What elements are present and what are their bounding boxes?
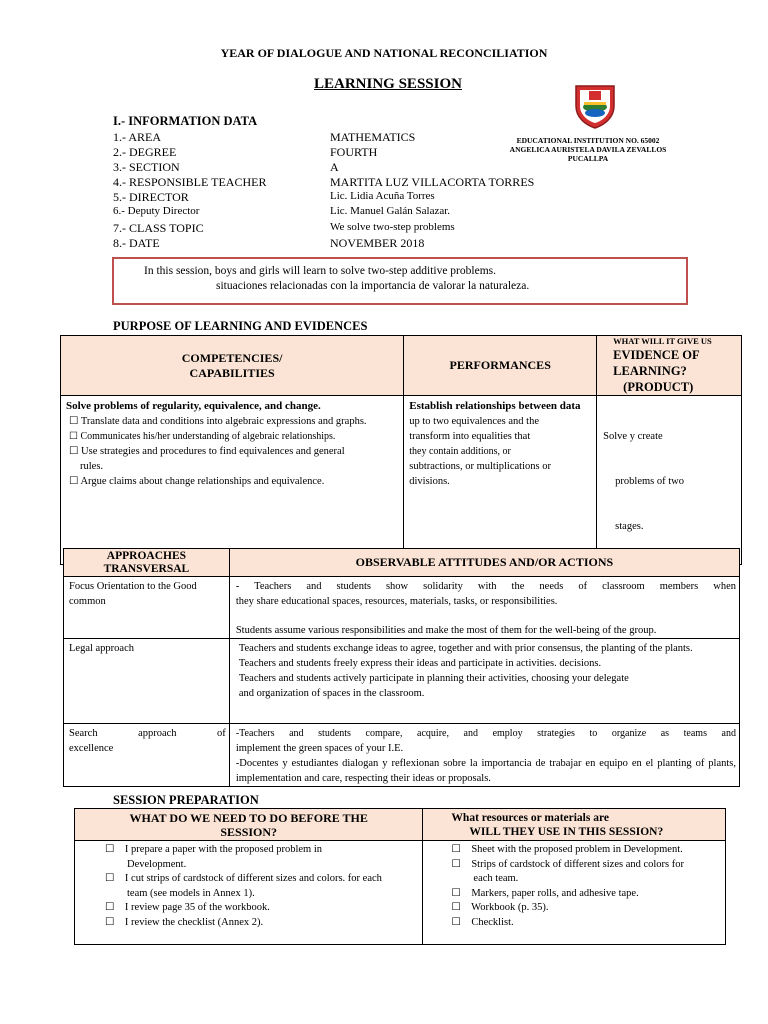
- preparation-table: [74, 808, 726, 945]
- purpose-table: [60, 335, 742, 565]
- info-row: [113, 130, 673, 145]
- header-text: COMPETENCIES/: [181, 350, 283, 365]
- todo-item: [103, 872, 382, 901]
- info-label: 4.- RESPONSIBLE TEACHER: [113, 175, 267, 189]
- todo-text: I review the checklist (Annex 2).: [124, 916, 264, 928]
- header-text: CAPABILITIES: [189, 365, 275, 380]
- year-title: YEAR OF DIALOGUE AND NATIONAL RECONCILIATION: [220, 46, 548, 60]
- header-text: TRANSVERSAL: [103, 562, 190, 575]
- material-item: [449, 858, 685, 887]
- attitudes-cell: [229, 724, 739, 787]
- preparation-header-row: [75, 809, 726, 841]
- capability-text: Use strategies and procedures to find equivalences and general rules.: [80, 446, 345, 472]
- approaches-header: [64, 549, 230, 577]
- purpose-body-row: [61, 396, 742, 565]
- capability-text: Argue claims about change relationships and equivalence.: [80, 476, 325, 487]
- capability-item: [66, 444, 399, 474]
- info-label: 2.- DEGREE: [113, 145, 177, 159]
- approach-name-cell: [64, 724, 230, 787]
- material-item: [449, 887, 685, 902]
- todo-text: I review page 35 of the workbook.: [124, 902, 270, 913]
- evidence-line: problems of two: [615, 476, 684, 487]
- checkbox-icon: ☐: [105, 844, 115, 855]
- session-summary-box: [112, 257, 688, 305]
- info-label: 3.- SECTION: [113, 160, 180, 174]
- institution-city: PUCALLPA: [567, 154, 609, 163]
- performance-line: transform into equalities that: [409, 431, 531, 442]
- performances-header: PERFORMANCES: [404, 336, 597, 396]
- checkbox-icon: ☐: [69, 446, 79, 457]
- info-value: Lic. Manuel Galán Salazar.: [330, 205, 451, 217]
- attitudes-header: OBSERVABLE ATTITUDES AND/OR ACTIONS: [229, 549, 739, 577]
- checkbox-icon: ☐: [105, 873, 115, 884]
- approach-row: [64, 577, 740, 639]
- attitude-text: Teachers and students exchange ideas to agree, together and with prior consensus, the planting of the plants.: [238, 643, 693, 654]
- summary-line: In this session, boys and girls will learn to solve two-step additive problems.: [144, 265, 496, 277]
- material-text: Strips of cardstock of different sizes and colors for each team.: [471, 858, 685, 884]
- todo-text: I cut strips of cardstock of different sizes and colors. for each team (see models in Annex 1).: [124, 873, 382, 899]
- checkbox-icon: ☐: [451, 902, 461, 913]
- todo-cell: [75, 841, 423, 945]
- info-row: [113, 221, 673, 236]
- checkbox-icon: ☐: [451, 858, 461, 870]
- institution-name: ANGELICA AURISTELA DAVILA ZEVALLOS: [509, 145, 667, 154]
- approach-name: Search approach of: [69, 728, 226, 739]
- info-row: [113, 236, 673, 251]
- materials-header: [423, 809, 726, 841]
- competency-title: Solve problems of regularity, equivalence, and change.: [66, 400, 321, 412]
- approach-name-cell: [64, 639, 230, 724]
- material-text: Sheet with the proposed problem in Development.: [471, 844, 683, 855]
- capability-item: [66, 474, 399, 489]
- approach-row: [64, 724, 740, 787]
- info-value: MARTITA LUZ VILLACORTA TORRES: [330, 175, 535, 189]
- attitudes-cell: [229, 577, 739, 639]
- checkbox-icon: ☐: [69, 416, 79, 427]
- school-crest-icon: [570, 80, 620, 130]
- header-text: SESSION?: [220, 824, 278, 839]
- info-row: [113, 160, 673, 175]
- purpose-header-row: [61, 336, 742, 396]
- material-item: [449, 843, 685, 858]
- competencies-cell: [61, 396, 404, 565]
- performance-line: divisions.: [409, 476, 450, 487]
- info-value: MATHEMATICS: [330, 130, 416, 144]
- approach-name: Legal approach: [69, 643, 135, 654]
- info-value: Lic. Lidia Acuña Torres: [330, 190, 435, 202]
- attitude-text: -Docentes y estudiantes dialogan y reflexionan sobre la importancia de trabajar en equipo en el planting of plants, implementation and care, respecting their ideas or proposals.: [235, 758, 736, 784]
- info-label: 6.- Deputy Director: [113, 205, 200, 217]
- approaches-header-row: [64, 549, 740, 577]
- material-item: [449, 916, 685, 931]
- evidence-line: stages.: [615, 521, 644, 532]
- header-text: WHAT DO WE NEED TO DO BEFORE THE: [129, 810, 368, 825]
- header-text: What resources or materials are: [451, 811, 609, 824]
- info-value: NOVEMBER 2018: [330, 236, 425, 250]
- capability-text: Communicates his/her understanding of algebraic relationships.: [80, 431, 336, 442]
- capability-text: Translate data and conditions into algebraic expressions and graphs.: [80, 416, 367, 427]
- attitude-text: -Teachers and students compare, acquire, and employ strategies to organize as teams and: [235, 728, 736, 739]
- info-row: [113, 190, 673, 205]
- session-title: LEARNING SESSION: [314, 76, 462, 92]
- material-text: Checklist.: [471, 916, 514, 928]
- header-text: LEARNING?: [613, 364, 687, 378]
- approaches-table: [63, 548, 740, 787]
- performance-line: subtractions, or multiplications or: [409, 461, 551, 472]
- checkbox-icon: ☐: [105, 902, 115, 913]
- approach-name: Focus Orientation to the Good: [69, 581, 197, 592]
- checkbox-icon: ☐: [451, 844, 461, 855]
- attitude-text: Students assume various responsibilities and make the most of them for the well-being of the group.: [235, 625, 657, 636]
- info-label: 5.- DIRECTOR: [113, 190, 189, 204]
- summary-line: situaciones relacionadas con la importancia de valorar la naturaleza.: [216, 280, 530, 292]
- approach-name-cell: [64, 577, 230, 639]
- institution-number: EDUCATIONAL INSTITUTION NO. 65002: [516, 136, 660, 145]
- material-item: [449, 901, 685, 916]
- capability-item: [66, 429, 399, 444]
- evidence-cell: [597, 396, 742, 565]
- header-text: WHAT WILL IT GIVE US: [613, 336, 712, 346]
- header-text: EVIDENCE OF: [613, 348, 700, 362]
- attitude-text: - Teachers and students show solidarity with the needs of classroom members when: [235, 581, 736, 592]
- performance-line: they contain additions, or: [409, 446, 511, 457]
- approach-row: [64, 639, 740, 724]
- info-label: 8.- DATE: [113, 236, 160, 250]
- attitude-text: implement the green spaces of your I.E.: [235, 743, 404, 754]
- material-text: Markers, paper rolls, and adhesive tape.: [471, 887, 639, 899]
- checkbox-icon: ☐: [69, 431, 78, 442]
- purpose-heading: PURPOSE OF LEARNING AND EVIDENCES: [113, 319, 368, 333]
- info-row: [113, 205, 673, 220]
- materials-cell: [423, 841, 726, 945]
- preparation-body-row: [75, 841, 726, 945]
- todo-item: [103, 901, 382, 916]
- approach-name: excellence: [69, 743, 114, 754]
- checkbox-icon: ☐: [451, 887, 461, 899]
- approach-name: common: [69, 596, 106, 607]
- checkbox-icon: ☐: [69, 476, 79, 487]
- todo-header: [75, 809, 423, 841]
- checkbox-icon: ☐: [451, 916, 461, 928]
- header-text: APPROACHES: [106, 549, 187, 562]
- performance-line: up to two equivalences and the: [409, 416, 539, 427]
- info-row: [113, 175, 673, 190]
- info-value: We solve two-step problems: [330, 221, 455, 233]
- information-heading: I.- INFORMATION DATA: [113, 114, 258, 128]
- capability-item: [66, 414, 399, 429]
- todo-item: [103, 916, 382, 931]
- attitude-text: Teachers and students actively participate in planning their activities, choosing your delegate and organization of spaces in the classroom.: [238, 673, 629, 699]
- todo-text: I prepare a paper with the proposed problem in Development.: [124, 844, 323, 870]
- info-value: A: [330, 160, 339, 174]
- preparation-heading: SESSION PREPARATION: [113, 793, 259, 807]
- attitudes-cell: [229, 639, 739, 724]
- header-text: WILL THEY USE IN THIS SESSION?: [469, 825, 664, 838]
- performance-title: Establish relationships between data: [409, 400, 581, 412]
- checkbox-icon: ☐: [105, 916, 115, 928]
- todo-item: [103, 843, 382, 872]
- attitude-text: Teachers and students freely express their ideas and participate in activities. decisions.: [238, 658, 602, 669]
- performances-cell: [404, 396, 597, 565]
- info-value: FOURTH: [330, 145, 378, 159]
- material-text: Workbook (p. 35).: [471, 902, 549, 913]
- header-text: (PRODUCT): [623, 380, 694, 394]
- info-label: 7.- CLASS TOPIC: [113, 221, 204, 235]
- competencies-header: [61, 336, 404, 396]
- attitude-text: they share educational spaces, resources, materials, tasks, or responsibilities.: [235, 596, 558, 607]
- evidence-line: Solve y create: [603, 431, 663, 442]
- evidence-header: [597, 336, 742, 396]
- info-label: 1.- AREA: [113, 130, 161, 144]
- info-row: [113, 145, 673, 160]
